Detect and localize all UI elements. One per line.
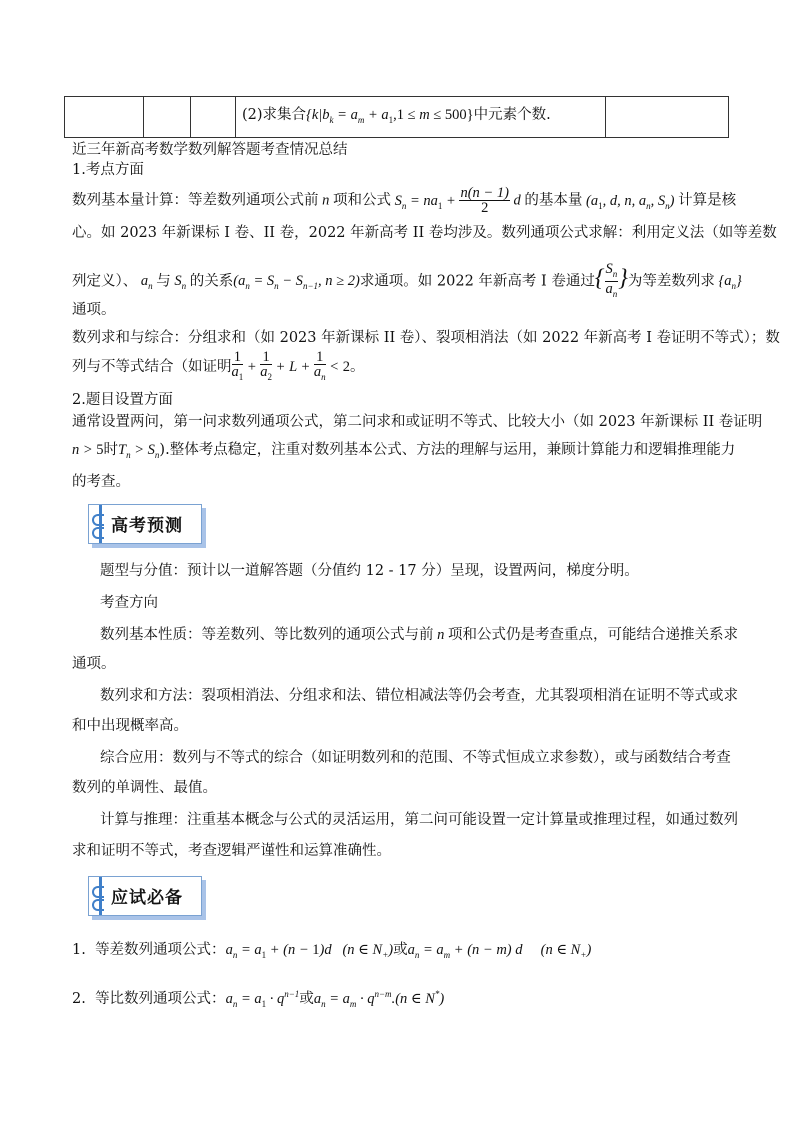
fraction: $\frac{1}{a_1}$ [231, 349, 244, 382]
formula-item: 1. 等差数列通项公式：$a_n = a_1 + (n - 1)d$ (n ∈ $N_+$)或$a_n = a_m + (n - m)$ d (n ∈ $N_+$) [72, 942, 592, 960]
text: 的关系 [189, 273, 234, 290]
paragraph-line: 通项。 [72, 656, 116, 672]
text: 。 [349, 358, 365, 375]
question-table [64, 96, 729, 138]
text: 项和公式 [333, 192, 391, 209]
section-heading-forecast [88, 504, 202, 544]
paragraph-line: 和中出现概率高。 [72, 718, 188, 734]
paragraph-line: 求和证明不等式，考查逻辑严谨性和运算准确性。 [72, 843, 391, 859]
paragraph-line: 通常设置两问，第一问求数列通项公式，第二问求和或证明不等式、比较大小（如 2023 年新课标 II 卷证明 [72, 414, 763, 430]
text: 数列基本性质：等差数列、等比数列的通项公式与前 [100, 627, 434, 643]
fraction: $\frac{1}{a_n}$ [313, 349, 326, 382]
question-text-a: (2)求集合 [242, 106, 307, 123]
notebook-ring [92, 514, 104, 526]
paragraph-line: 心。如 2023 年新课标 I 卷、II 卷，2022 年新高考 II 卷均涉及。数列通项公式求解：利用定义法（如等差数 [72, 225, 777, 241]
fraction: $\frac{n(n - 1)}{2}$ [460, 185, 509, 216]
text: 计算是核 [678, 192, 737, 209]
heading-label: 高考预测 [111, 516, 183, 536]
paragraph-line: n > 5时$T_n > S_n$).整体考点稳定，注重对数列基本公式、方法的理解与运用，兼顾计算能力和逻辑推理能力 [72, 442, 736, 460]
text: 与 [156, 273, 171, 290]
heading-label: 应试必备 [111, 888, 183, 908]
notebook-ring [92, 899, 104, 911]
table-cell [606, 97, 729, 138]
text: 项和公式仍是考查重点，可能结合递推关系求 [448, 627, 738, 643]
text: 或 [393, 942, 408, 958]
paragraph-line: 综合应用：数列与不等式的综合（如证明数列和的范围、不等式恒成立求参数），或与函数结合考查 [100, 750, 731, 766]
notebook-ring [92, 527, 104, 539]
text: 列定义）、 [72, 273, 138, 290]
fraction: $\frac{S_n}{a_n}$ [605, 261, 618, 299]
paragraph-line: 数列基本性质：等差数列、等比数列的通项公式与前 n 项和公式仍是考查重点，可能结合递推关系求 [100, 627, 738, 643]
summary-title: 近三年新高考数学数列解答题考查情况总结 [72, 142, 348, 158]
text: 为等差数列求 [627, 273, 715, 290]
paragraph-line: 题型与分值：预计以一道解答题（分值约 12 - 17 分）呈现，设置两问，梯度分明。 [100, 563, 639, 579]
text: 等比数列通项公式： [95, 990, 226, 1007]
paragraph-line: 数列求和与综合：分组求和（如 2023 年新课标 II 卷）、裂项相消法（如 2022 年新高考 I 卷证明不等式）；数 [72, 330, 780, 346]
paragraph-line: 列定义）、 $a_n$ 与 $S_n$ 的关系($a_n = S_n - S_{n-1}$, n ≥ 2)求通项。如 2022 年新高考 I 卷通过{ $\frac{S_n}{a_n}$ }为等差数列求 $\{a_n\}$ [72, 261, 742, 299]
table-cell [144, 97, 191, 138]
section-heading-essentials [88, 876, 202, 916]
text: 列与不等式结合（如证明 [72, 358, 232, 375]
list-number: 2. [72, 990, 86, 1007]
paragraph-line: 数列求和方法：裂项相消法、分组求和法、错位相减法等仍会考查，尤其裂项相消在证明不等式或求 [100, 688, 738, 704]
notebook-ring [92, 886, 104, 898]
table-cell [65, 97, 144, 138]
text: 的基本量 [524, 192, 583, 209]
text: 等差数列通项公式： [95, 942, 226, 958]
question-text-b: 中元素个数. [473, 106, 551, 123]
paragraph-line: 数列基本量计算：等差数列通项公式前 n 项和公式 $S_n = na_1$ + $\frac{n(n - 1)}{2}$ d 的基本量 ($a_1$, d, n, $a_n$, $S_n$) 计算是核 [72, 185, 737, 216]
section-title: 1.考点方面 [72, 162, 144, 178]
text: 整体考点稳定，注重对数列基本公式、方法的理解与运用，兼顾计算能力和逻辑推理能力 [169, 442, 736, 458]
paragraph-line: 的考查。 [72, 474, 130, 490]
formula-item: 2. 等比数列通项公式：$a_n = a_1 \cdot q^{n-1}$或$a_n = a_m \cdot q^{n-m}.(n$ ∈ N*) [72, 989, 445, 1009]
paragraph-line: 列与不等式结合（如证明 $\frac{1}{a_1}$ + $\frac{1}{a_2}$ + L + $\frac{1}{a_n}$ < 2。 [72, 349, 365, 382]
fraction: $\frac{1}{a_2}$ [260, 349, 273, 382]
paragraph-line: 计算与推理：注重基本概念与公式的灵活运用，第二问可能设置一定计算量或推理过程，如通过数列 [100, 812, 738, 828]
paragraph-line: 考查方向 [100, 595, 158, 611]
paragraph-line: 数列的单调性、最值。 [72, 780, 217, 796]
set-expression: $\{k|b_k = a_m + a_1,1 \le m \le 500\}$ [306, 106, 474, 125]
text: 或 [299, 990, 314, 1007]
text: 求通项。如 2022 年新高考 I 卷通过 [359, 273, 595, 290]
table-cell-question [236, 97, 606, 138]
section-title: 2.题目设置方面 [72, 392, 173, 408]
table-cell [191, 97, 236, 138]
paragraph-line: 通项。 [72, 302, 116, 318]
list-number: 1. [72, 942, 86, 958]
text: 数列基本量计算：等差数列通项公式前 [72, 192, 319, 209]
